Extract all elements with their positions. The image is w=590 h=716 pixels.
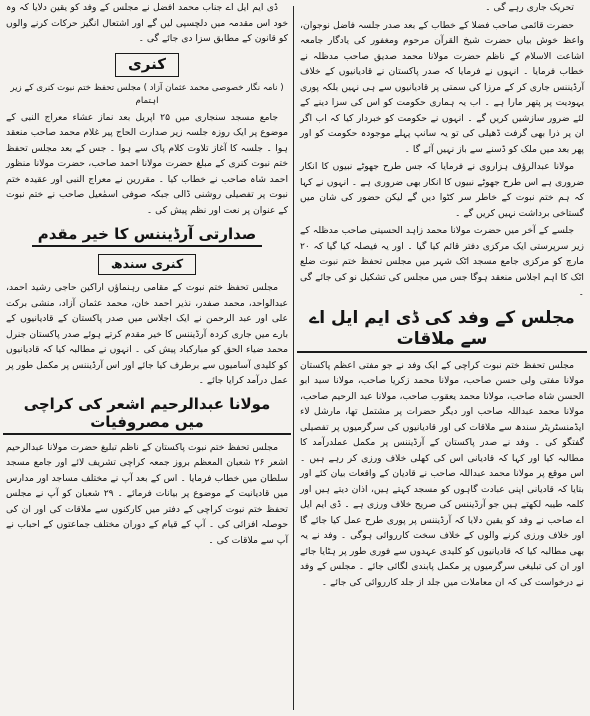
right-heading-1-wrap	[297, 307, 587, 353]
left-heading-3-wrap	[3, 253, 291, 275]
left-column	[3, 0, 291, 716]
heading-kunri: کنری	[115, 53, 179, 77]
heading-ashar-karachi: مولانا عبدالرحیم اشعر کی کراچی میں مصروفیات	[3, 395, 291, 435]
left-heading-2-wrap	[3, 224, 291, 247]
left-heading-1-wrap	[3, 53, 291, 77]
column-divider	[293, 6, 294, 710]
right-column	[297, 0, 587, 716]
correspondent-caption: ( نامہ نگار خصوصی محمد عثمان آزاد ) مجلس تحفظ ختم نبوت کنری کے زیر اہتمام	[10, 82, 284, 106]
left-para-3: مجلس تحفظ ختم نبوت کے مقامی رہنماؤں اراکین حاجی رشید احمد، عبدالواحد، محمد صفدر، نذیر احمد خان، محمد عثمان آزاد، منشی برکت علی اور عبد الرحمن نے ایک اجلاس میں صدر پاکستان کے قادیانیوں کے بارے میں جاری کردہ آرڈیننس کا خیر مقدم کرتے ہوئے صدر پاکستان جنرل محمد ضیاء الحق کو مبارکباد پیش کی ۔ انہوں نے مطالبہ کیا کہ قادیانیوں کو کلیدی آسامیوں سے برطرف کیا جائے اور اس آرڈیننس پر مکمل طور پر عمل درآمد کرایا جائے ۔	[6, 282, 288, 386]
heading-ordinance-welcome: صدارتی آرڈیننس کا خیر مقدم	[32, 225, 263, 247]
left-para-1: ڈی ایم ایل اے جناب محمد افضل نے مجلس کے وفد کو یقین دلایا کہ وہ خود اس مقدمہ میں دلچسپی لیں گے اور اشتعال انگیز حرکات کرنے والوں کو قانون کے مطابق سزا دی جائے گی ۔	[6, 2, 288, 44]
heading-kunri-sindh: کنری سندھ	[98, 254, 196, 275]
left-heading-4-wrap	[3, 395, 291, 435]
right-para-1: تحریک جاری رہے گی ۔	[485, 2, 574, 13]
right-para-4: جلسے کے آخر میں حضرت مولانا محمد زاہد الحسینی صاحب مدظلہ کے زیر سرپرستی ایک مرکزی دفتر قائم کیا گیا ۔ اور یہ فیصلہ کیا گیا کہ ۲۰ مارچ کو مرکزی جامع مسجد اٹک شہر میں مجلس تحفظ ختم نبوت ضلع اٹک کا اہم اجلاس منعقد ہوگا جس میں مجلس کی تشکیل نو کی جائے گی ۔	[300, 225, 584, 298]
left-para-4: مجلس تحفظ ختم نبوت پاکستان کے ناظم تبلیغ حضرت مولانا عبدالرحیم اشعر ۲۶ شعبان المعظم بروز جمعہ کراچی تشریف لائے اور جامع مسجد سلطان میں خطاب فرمایا ۔ اس کے بعد آپ نے مختلف مساجد اور مدارس میں قادیانیت کے موضوع پر بیانات فرمائے ۔ ۲۹ شعبان کو آپ نے مجلس تحفظ ختم نبوت کراچی کے دفتر میں کارکنوں سے ملاقات کی اور ان کی حوصلہ افزائی کی ۔ آپ کے قیام کے دوران مختلف جماعتوں کے احباب نے آپ سے ملاقات کی ۔	[6, 441, 289, 546]
right-para-2: حضرت قائمی صاحب فضلا کے خطاب کے بعد صدر جلسہ فاضل نوجوان، واعظ خوش بیاں حضرت شیخ القرآن مرحوم ومغفور کی یادگار جامعہ اشاعت الاسلام کے ناظم حضرت مولانا محمد صدیق صاحب مدظلہ نے خطاب فرمایا ۔ انہوں نے فرمایا کہ صدر پاکستان نے قادیانیوں کے خلاف آرڈیننس جاری کر کے مرزا کی سمتی پر قادیانیوں سے ہی نہیں بلکہ پوری یہودیت پر پتھر مارا ہے ۔ اب یہ ہماری حکومت کو اس کی سزا دینے کے لئے ضرور سازشیں کریں گے ۔ انہوں نے حکومت کو خبردار کیا کہ اب اگر ان پر ذرا بھی گرفت ڈھیلی کی تو یہ سانپ پہلے موجودہ حکومت کو اور پھر بعد میں ملک کو ڈسنے سے باز نہیں آئے گا ۔	[300, 19, 584, 155]
right-para-5: مجلس تحفظ ختم نبوت کراچی کے ایک وفد نے جو مفتی اعظم پاکستان مولانا مفتی ولی حسن صاحب، مولانا محمد زکریا صاحب، مولانا سید ابو الحسن شاہ صاحب، مولانا محمد یعقوب صاحب، مولانا عبد الرحیم صاحب، مولانا محمد عبداللہ صاحب اور دیگر حضرات پر مشتمل تھا، مارشل لاء ایڈمنسٹریٹر سندھ سے ملاقات کی اور قادیانیوں کی سرگرمیوں پر تفصیلی گفتگو کی ۔ وفد نے صدر پاکستان کے آرڈیننس پر مکمل عملدرآمد کا مطالبہ کیا اور کہا کہ قادیانی اس کی کھلی خلاف ورزی کر رہے ہیں ۔ اس موقع پر مولانا محمد عبداللہ صاحب نے قادیان کے واقعات بیان کئے اور بتایا کہ قادیانی اپنی عبادت گاہوں کو مسجد کہتے ہیں، اذان دیتے ہیں اور کلمہ طیبہ لکھتے ہیں جو آرڈیننس کی صریح خلاف ورزی ہے ۔ ڈی ایم ایل اے صاحب نے وفد کو یقین دلایا کہ آرڈیننس پر پوری طرح عمل کیا جائے گا اور خلاف ورزی کرنے والوں کے خلاف سخت کارروائی ہوگی ۔ وفد نے یہ بھی مطالبہ کیا کہ قادیانیوں کو کلیدی عہدوں سے فوری طور پر ہٹایا جائے اور ان کی تبلیغی سرگرمیوں پر مکمل پابندی لگائی جائے ۔ مجلس کے وفد نے درخواست کی کہ ان معاملات میں جلد از جلد کارروائی کی جائے ۔	[300, 359, 584, 588]
heading-delegation-meeting: مجلس کے وفد کی ڈی ایم ایل اے سے ملاقات	[297, 307, 587, 353]
left-para-2: جامع مسجد سنجاری میں ۲۵ اپریل بعد نماز عشاء معراج النبی کے موضوع پر ایک روزہ جلسہ زیر صدارت الحاج پیر غلام محمد صاحب منعقد ہوا ۔ جلسہ کا آغاز تلاوت کلام پاک سے ہوا ۔ جس کے بعد مجلس تحفظ ختم نبوت کنری کے مبلغ حضرت مولانا احمد صاحب، حضرت مولانا منظور احمد شاہ صاحب نے خطاب کیا ۔ مقررین نے معراج النبی اور عقیدہ ختم نبوت پر تفصیلی روشنی ڈالی جبکہ صوفی اسمٰعیل صاحب نے ختم نبوت کے عنوان پر نعت اور نظم پیش کی ۔	[6, 111, 288, 216]
right-para-3: مولانا عبدالرؤف ہزاروی نے فرمایا کہ جس طرح جھوٹے نبیوں کا انکار ضروری ہے اس طرح جھوٹے نبیوں کا انکار بھی ضروری ہے ۔ انہوں نے کہا کہ ہم ختم نبوت کے خاطر سر کٹوا دیں گے لیکن حضور کی شان میں گستاخی برداشت نہیں کریں گے ۔	[300, 161, 584, 219]
